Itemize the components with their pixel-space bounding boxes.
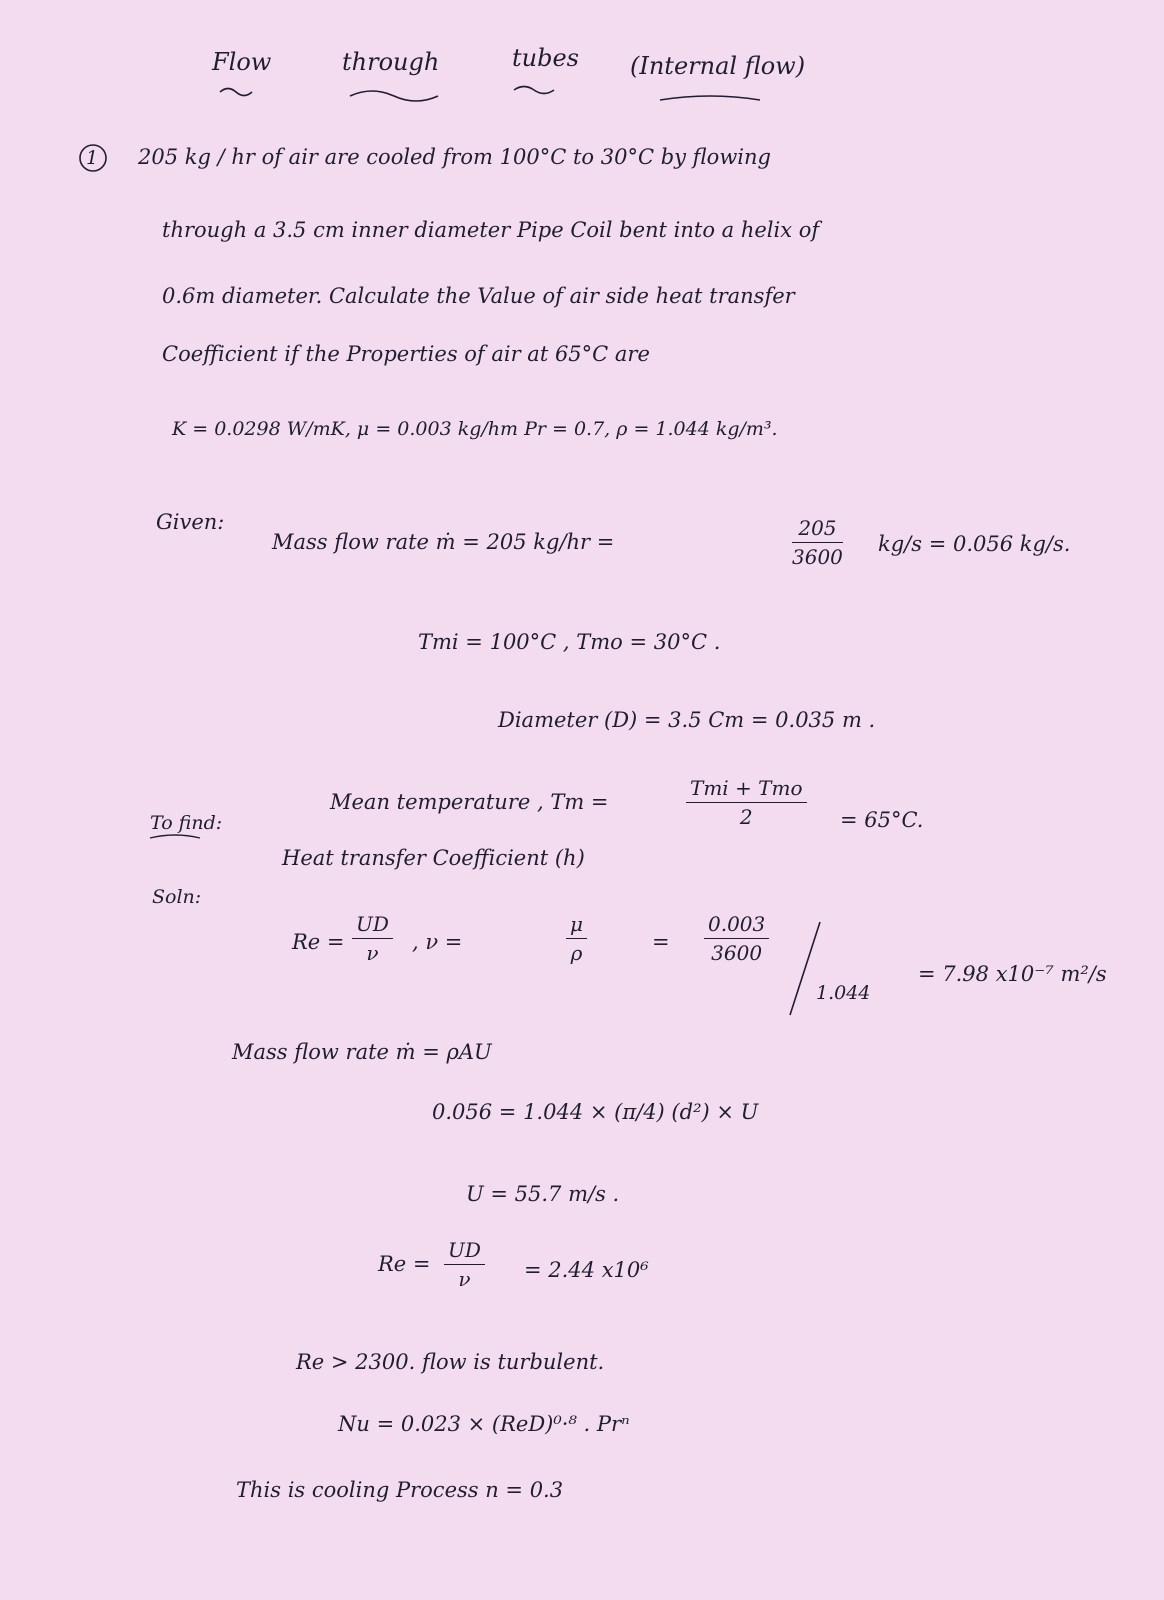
solution-label: Soln: bbox=[152, 886, 202, 908]
title-tubes: tubes bbox=[512, 44, 579, 72]
given-mass-flow: Mass flow rate ṁ = 205 kg/hr = bbox=[272, 530, 615, 554]
given-mass-flow-fraction bbox=[792, 516, 843, 569]
mean-temp-denominator: 2 bbox=[739, 805, 753, 829]
re-denominator: ν bbox=[366, 941, 379, 965]
re2-numerator: UD bbox=[444, 1238, 485, 1265]
title-flow: Flow bbox=[212, 48, 272, 76]
frac-numerator: 205 bbox=[792, 516, 843, 543]
title-internal: (Internal flow) bbox=[630, 52, 806, 80]
re2-result: = 2.44 x10⁶ bbox=[524, 1258, 649, 1282]
problem-line-4: Coefficient if the Properties of air at 65°C are bbox=[162, 342, 650, 366]
to-find-label: To find: bbox=[150, 812, 223, 834]
given-diameter: Diameter (D) = 3.5 Cm = 0.035 m . bbox=[498, 708, 876, 732]
frac-denominator: 3600 bbox=[792, 545, 843, 569]
re-fraction bbox=[352, 912, 393, 965]
density-divisor: 1.044 bbox=[816, 982, 871, 1004]
mass-flow-equation: 0.056 = 1.044 × (π/4) (d²) × U bbox=[432, 1100, 759, 1124]
problem-line-5: K = 0.0298 W/mK, μ = 0.003 kg/hm Pr = 0.7, ρ = 1.044 kg/m³. bbox=[172, 418, 778, 440]
turbulent-statement: Re > 2300. flow is turbulent. bbox=[296, 1350, 605, 1374]
problem-line-3: 0.6m diameter. Calculate the Value of air side heat transfer bbox=[162, 284, 795, 308]
problem-line-2: through a 3.5 cm inner diameter Pipe Coil bent into a helix of bbox=[162, 218, 820, 242]
nusselt-equation: Nu = 0.023 × (ReD)⁰·⁸ . Prⁿ bbox=[338, 1412, 630, 1436]
viscosity-numerator: 0.003 bbox=[704, 912, 769, 939]
viscosity-denominator: 3600 bbox=[711, 941, 763, 965]
viscosity-value-fraction bbox=[704, 912, 769, 965]
given-label: Given: bbox=[156, 510, 225, 534]
re2-lhs: Re = bbox=[378, 1252, 431, 1276]
title-through: through bbox=[342, 48, 440, 76]
given-mass-flow-si: kg/s = 0.056 kg/s. bbox=[878, 532, 1071, 556]
mean-temp-label: Mean temperature , Tm = bbox=[330, 790, 609, 814]
velocity-result: U = 55.7 m/s . bbox=[466, 1182, 620, 1206]
re2-denominator: ν bbox=[458, 1267, 471, 1291]
mean-temp-result: = 65°C. bbox=[840, 808, 924, 832]
mass-flow-relation: Mass flow rate ṁ = ρAU bbox=[232, 1040, 492, 1064]
problem-number: 1 bbox=[86, 147, 99, 169]
re-lhs: Re = bbox=[292, 930, 345, 954]
mean-temp-numerator: Tmi + Tmo bbox=[686, 776, 807, 803]
equals-sign: = bbox=[652, 930, 670, 954]
problem-line-1: 205 kg / hr of air are cooled from 100°C to 30°C by flowing bbox=[138, 145, 771, 169]
mean-temp-fraction bbox=[686, 776, 807, 829]
re-numerator: UD bbox=[352, 912, 393, 939]
nu-denominator: ρ bbox=[570, 941, 583, 965]
nu-lhs: , ν = bbox=[412, 930, 463, 954]
cooling-process: This is cooling Process n = 0.3 bbox=[236, 1478, 564, 1502]
re2-fraction bbox=[444, 1238, 485, 1291]
nu-result: = 7.98 x10⁻⁷ m²/s bbox=[918, 962, 1107, 986]
nu-numerator: μ bbox=[566, 912, 587, 939]
kinematic-viscosity-fraction bbox=[566, 912, 587, 965]
to-find-text: Heat transfer Coefficient (h) bbox=[282, 846, 585, 870]
given-temperatures: Tmi = 100°C , Tmo = 30°C . bbox=[418, 630, 721, 654]
